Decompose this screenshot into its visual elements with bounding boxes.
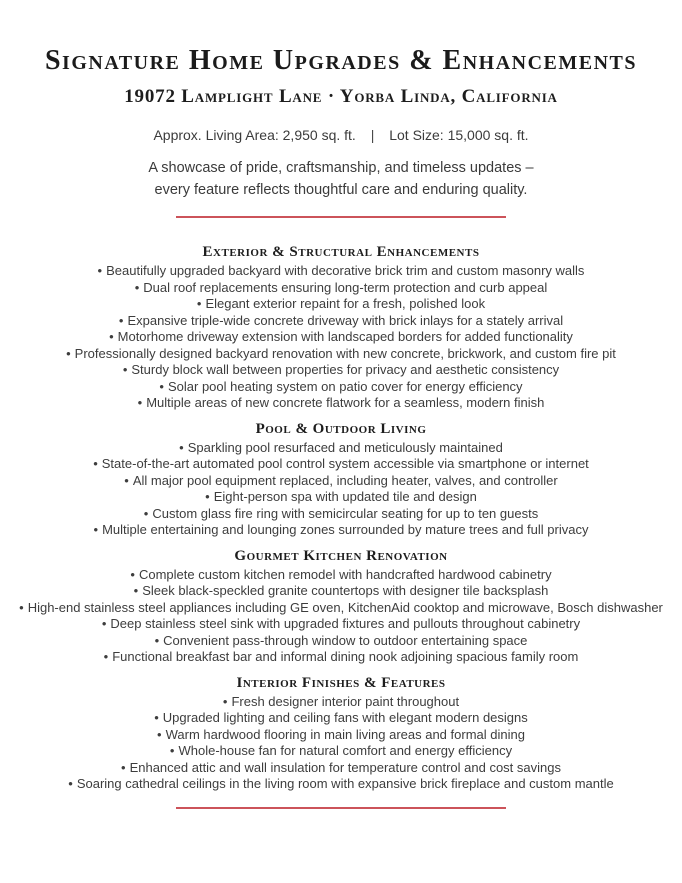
list-item — [0, 313, 682, 330]
bullet-list — [0, 694, 682, 793]
list-item — [0, 473, 682, 490]
bullet-text: Solar pool heating system on patio cover for energy efficiency — [167, 378, 523, 394]
bullet-text: Whole-house fan for natural comfort and energy efficiency — [178, 743, 513, 758]
section-heading: Gourmet Kitchen Renovation — [234, 547, 448, 564]
bullet-text: Expansive triple-wide concrete driveway with brick inlays for a stately arrival — [127, 312, 564, 328]
list-item — [0, 616, 682, 633]
bullet-icon: • — [103, 649, 109, 664]
list-item — [0, 489, 682, 506]
tagline — [0, 157, 682, 201]
bullet-icon: • — [134, 279, 140, 295]
bullet-text: Beautifully upgraded backyard with decorative brick trim and custom masonry walls — [106, 263, 585, 278]
bullet-text: Multiple entertaining and lounging zones surrounded by mature trees and full privacy — [102, 522, 589, 537]
bullet-text: Functional breakfast bar and informal dining nook adjoining spacious family room — [112, 649, 579, 664]
top-divider — [176, 216, 506, 218]
bullet-text: Soaring cathedral ceilings in the living room with expansive brick fireplace and custom mantle — [76, 776, 614, 791]
bullet-text: State-of-the-art automated pool control system accessible via smartphone or internet — [101, 456, 589, 471]
bullet-text: Upgraded lighting and ceiling fans with elegant modern designs — [162, 710, 528, 725]
list-item — [0, 710, 682, 727]
bullet-icon: • — [196, 296, 202, 311]
list-item — [0, 362, 682, 379]
bullet-text: High-end stainless steel appliances including GE oven, KitchenAid cooktop and microwave, Bosch dishwasher — [27, 599, 663, 615]
bullet-icon: • — [137, 395, 143, 410]
stats-separator: | — [370, 127, 375, 143]
bullet-icon: • — [205, 489, 210, 504]
bullet-icon: • — [154, 710, 159, 725]
bullet-text: Professionally designed backyard renovation with new concrete, brickwork, and custom fire pit — [74, 345, 616, 361]
lot-size-value: Lot Size: 15,000 sq. ft. — [389, 127, 529, 143]
bullet-icon: • — [130, 566, 135, 582]
list-item — [0, 379, 682, 396]
bullet-text: Complete custom kitchen remodel with handcrafted hardwood cabinetry — [138, 566, 552, 582]
bullet-text: Multiple areas of new concrete flatwork for a seamless, modern finish — [146, 395, 545, 410]
list-item — [0, 456, 682, 473]
list-item — [0, 567, 682, 584]
list-item — [0, 583, 682, 600]
bullet-icon: • — [157, 726, 162, 742]
list-item — [0, 395, 682, 412]
bullet-text: All major pool equipment replaced, including heater, valves, and controller — [132, 472, 558, 488]
section-interior — [0, 675, 682, 793]
bullet-icon: • — [169, 743, 175, 758]
list-item — [0, 727, 682, 744]
bullet-icon: • — [121, 759, 126, 775]
bullet-text: Elegant exterior repaint for a fresh, polished look — [205, 296, 486, 311]
list-item — [0, 522, 682, 539]
list-item — [0, 296, 682, 313]
list-item — [0, 329, 682, 346]
bullet-icon: • — [159, 378, 164, 394]
bullet-list — [0, 263, 682, 412]
section-pool-outdoor — [0, 421, 682, 539]
bullet-list — [0, 567, 682, 666]
list-item — [0, 263, 682, 280]
list-item — [0, 743, 682, 760]
bullet-icon: • — [154, 632, 160, 648]
bullet-text: Fresh designer interior paint throughout — [231, 693, 460, 709]
bullet-icon: • — [124, 472, 129, 488]
bullet-icon: • — [133, 583, 139, 598]
section-exterior-structural — [0, 244, 682, 412]
bullet-text: Motorhome driveway extension with landscaped borders for added functionality — [117, 329, 573, 344]
bullet-text: Sturdy block wall between properties for privacy and aesthetic consistency — [131, 362, 560, 377]
tagline-line-2: every feature reflects thoughtful care and enduring quality. — [154, 182, 528, 198]
bullet-icon: • — [101, 616, 107, 631]
bottom-divider — [176, 807, 506, 809]
bullet-icon: • — [93, 456, 98, 471]
list-item — [0, 506, 682, 523]
bullet-icon: • — [68, 776, 73, 791]
section-heading: Interior Finishes & Features — [236, 674, 446, 691]
bullet-icon: • — [109, 329, 114, 344]
bullet-text: Enhanced attic and wall insulation for temperature control and cost savings — [129, 759, 561, 775]
bullet-text: Warm hardwood flooring in main living areas and formal dining — [165, 726, 525, 742]
page-title: Signature Home Upgrades & Enhancements — [44, 45, 637, 76]
section-heading: Pool & Outdoor Living — [255, 420, 427, 437]
list-item — [0, 440, 682, 457]
bullet-text: Custom glass fire ring with semicircular seating for up to ten guests — [152, 505, 539, 521]
bullet-icon: • — [93, 522, 99, 537]
property-stats — [0, 126, 682, 144]
bullet-icon: • — [222, 693, 228, 709]
bullet-list — [0, 440, 682, 539]
list-item — [0, 760, 682, 777]
property-address: 19072 Lamplight Lane · Yorba Linda, California — [124, 86, 558, 107]
section-heading: Exterior & Structural Enhancements — [202, 244, 480, 260]
living-area-value: Approx. Living Area: 2,950 sq. ft. — [153, 127, 356, 143]
bullet-text: Eight-person spa with updated tile and design — [213, 489, 477, 504]
list-item — [0, 280, 682, 297]
bullet-text: Sleek black-speckled granite countertops with designer tile backsplash — [142, 583, 549, 598]
section-kitchen — [0, 548, 682, 666]
tagline-line-1: A showcase of pride, craftsmanship, and timeless updates – — [148, 160, 534, 176]
bullet-text: Deep stainless steel sink with upgraded fixtures and pullouts throughout cabinetry — [110, 616, 581, 631]
bullet-icon: • — [122, 362, 128, 377]
bullet-icon: • — [19, 599, 24, 615]
bullet-icon: • — [118, 312, 124, 328]
list-item — [0, 694, 682, 711]
bullet-icon: • — [66, 345, 71, 361]
bullet-icon: • — [179, 439, 184, 455]
list-item — [0, 649, 682, 666]
list-item — [0, 633, 682, 650]
list-item — [0, 346, 682, 363]
bullet-text: Sparkling pool resurfaced and meticulously maintained — [187, 439, 503, 455]
list-item — [0, 600, 682, 617]
bullet-text: Dual roof replacements ensuring long-term protection and curb appeal — [143, 279, 548, 295]
list-item — [0, 776, 682, 793]
sections-container — [0, 244, 682, 793]
bullet-icon: • — [97, 263, 103, 278]
bullet-text: Convenient pass-through window to outdoor entertaining space — [163, 632, 528, 648]
bullet-icon: • — [143, 505, 149, 521]
